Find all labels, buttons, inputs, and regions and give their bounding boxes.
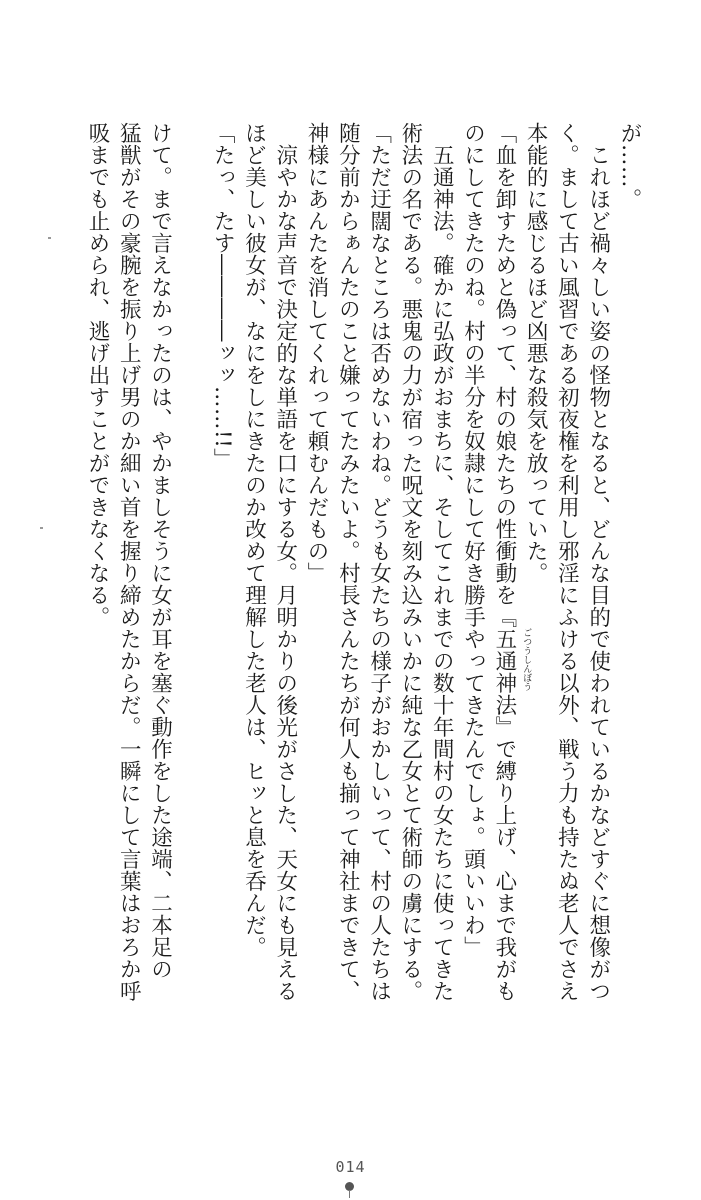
ruby-reading: ごつうしんぼう bbox=[521, 628, 532, 691]
paragraph: 「ただ迂闊なところは否めないわね。どうも女たちの様子がおかしいって、村の人たちは bbox=[366, 122, 392, 1002]
paragraph-lead: 「血を卸すためと偽って、村の娘たちの性衝動を『 bbox=[491, 122, 517, 628]
paragraph: これほど禍々しい姿の怪物となると、どんな目的で使われているかなどすぐに想像がつ bbox=[585, 122, 611, 1002]
paragraph: 五通神法。確かに弘政がおまちに、そしてこれまでの数十年間村の女たちに使ってきた bbox=[429, 122, 455, 1002]
paragraph: 猛獣がその豪腕を振り上げ男のか細い首を握り締めたからだ。一瞬にして言葉はおろか呼 bbox=[116, 122, 142, 1002]
paragraph: 涼やかな声音で決定的な単語を口にする女。月明かりの後光がさした、天女にも見える bbox=[272, 122, 298, 1002]
paragraph: 随分前からぁんたのこと嫌ってたみたいよ。村長さんたちが何人も揃って神社まできて、 bbox=[335, 122, 361, 1002]
vertical-text-body bbox=[45, 122, 645, 1122]
ruby-base-text: 五通神法 bbox=[491, 628, 517, 716]
ruby-annotation bbox=[489, 628, 532, 716]
paragraph-with-ruby bbox=[489, 122, 532, 1122]
blank-line bbox=[176, 122, 207, 1122]
scan-speck bbox=[40, 527, 43, 529]
paragraph-tail: 』で縛り上げ、心まで我がも bbox=[491, 716, 517, 1002]
paragraph: 本能的に感じるほど凶悪な殺気を放っていた。 bbox=[523, 122, 549, 584]
paragraph: く。まして古い風習である初夜権を利用し邪淫にふける以外、戦う力も持たぬ老人でさえ bbox=[554, 122, 580, 1002]
paragraph: 吸までも止められ、逃げ出すことができなくなる。 bbox=[84, 122, 110, 628]
page-ornament-icon bbox=[345, 1182, 354, 1191]
paragraph: 「たっ、たす――――ッッ……!!」 bbox=[210, 122, 236, 471]
paragraph: のにしてきたのね。村の半分を奴隷にして好き勝手やってきたんでしょ。頭いいわ」 bbox=[460, 122, 486, 958]
paragraph: 術法の名である。悪鬼の力が宿った呪文を刻み込みいかに純な乙女とて術師の虜にする。 bbox=[397, 122, 423, 1002]
scan-speck bbox=[48, 237, 51, 239]
paragraph: ほど美しい彼女が、なにをしにきたのか改めて理解した老人は、ヒッと息を呑んだ。 bbox=[241, 122, 267, 958]
page-number: 014 bbox=[335, 1158, 366, 1176]
paragraph: けて。まで言えなかったのは、やかましそうに女が耳を塞ぐ動作をした途端、二本足の bbox=[147, 122, 173, 980]
paragraph: が……。 bbox=[617, 122, 642, 210]
paragraph: 神様にあんたを消してくれって頼むんだもの」 bbox=[304, 122, 330, 584]
